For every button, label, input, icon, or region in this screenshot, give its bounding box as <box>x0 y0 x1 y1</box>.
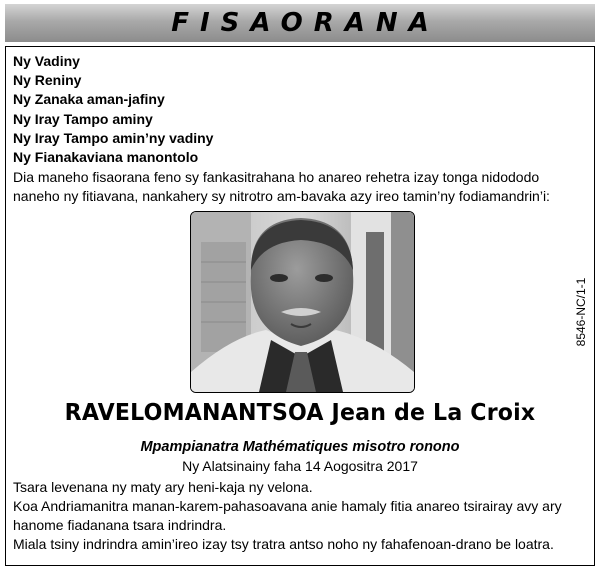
family-item: Ny Reniny <box>13 72 82 89</box>
deceased-role: Mpampianatra Mathématiques misotro ronono <box>140 439 460 455</box>
closing-text <box>13 478 591 554</box>
header-banner <box>5 4 595 42</box>
intro-text: Dia maneho fisaorana feno sy fankasitrahana ho anareo rehetra izay tonga nidododo naneho ny fitiavana, nankahery sy nitrotro am-bavaka azy ireo tamin’ny fodiamandrin’i: <box>13 169 550 204</box>
family-item: Ny Zanaka aman-jafiny <box>13 91 165 108</box>
death-date: Ny Alatsinainy faha 14 Aogositra 2017 <box>182 458 418 474</box>
portrait-photo <box>190 211 415 393</box>
closing-paragraph: Koa Andriamanitra manan-karem-pahasoavana anie hamaly fitia anareo tsirairay avy ary hanome fiadanana tsara indrindra. <box>13 498 562 533</box>
closing-paragraph: Miala tsiny indrindra amin’ireo izay tsy tratra antso noho ny fahafenoan-drano be loatra. <box>13 536 554 552</box>
family-list <box>13 52 213 167</box>
family-item: Ny Iray Tampo amin’ny vadiny <box>13 129 214 146</box>
notice-frame <box>5 46 595 566</box>
family-item: Ny Vadiny <box>13 53 80 69</box>
notice-title: FISAORANA <box>171 8 440 38</box>
family-item: Ny Fianakaviana manontolo <box>13 149 199 166</box>
reference-code <box>572 257 590 367</box>
reference-code-text: 8546-NC/1-1 <box>574 277 588 347</box>
closing-paragraph: Tsara levenana ny maty ary heni-kaja ny velona. <box>13 479 313 495</box>
deceased-name: RAVELOMANANTSOA Jean de La Croix <box>64 400 536 426</box>
family-item: Ny Iray Tampo aminy <box>13 110 153 127</box>
